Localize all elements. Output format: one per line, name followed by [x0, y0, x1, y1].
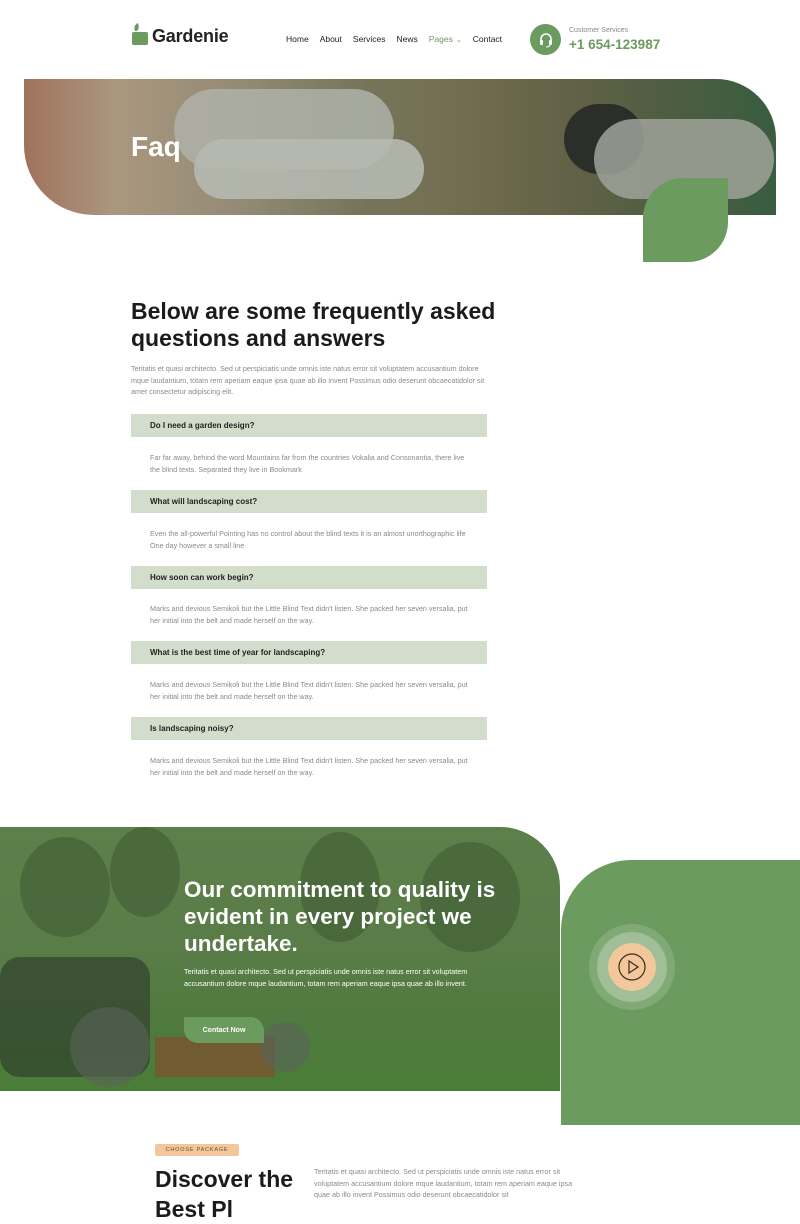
faq-intro-text: Teritatis et quasi architecto. Sed ut perspiciatis unde omnis iste natus error sit voluptatem accusantium dolore mque laudantium, totam rem aperiam eaque ipsa quae ab illo invent Possimus odio deserunt obcaecatidolor sit amet consectetur adipiscing elit.: [131, 364, 485, 397]
faq-question[interactable]: What is the best time of year for landscaping?: [131, 641, 487, 664]
faq-question[interactable]: How soon can work begin?: [131, 566, 487, 589]
chevron-down-icon: ⌄: [455, 37, 462, 44]
package-heading: Discover the Best Pl: [155, 1166, 294, 1222]
nav-item-pages-label: Pages: [428, 34, 453, 44]
faq-answer: Marks and devious Semikoli but the Little Blind Text didn't listen. She packed her seven versalia, put her initial into the belt and made herself on the way.: [150, 680, 468, 701]
nav-item-pages[interactable]: [429, 34, 462, 44]
contact-now-button[interactable]: Contact Now: [184, 1017, 264, 1043]
phone-number[interactable]: +1 654-123987: [569, 37, 661, 52]
faq-answer: Marks and devious Semikoli but the Little Blind Text didn't listen. She packed her seven versalia, put her initial into the belt and made herself on the way.: [150, 756, 468, 777]
page-title: Faq: [131, 131, 181, 162]
background-tree: [110, 827, 180, 917]
nav-item-home[interactable]: Home: [286, 34, 309, 44]
commitment-text: Teritatis et quasi architecto. Sed ut perspiciatis unde omnis iste natus error sit voluptatem accusantium dolore mque laudantium, totam rem aperiam eaque ipsa quae ab illo invent.: [184, 967, 468, 988]
headset-icon: [530, 24, 561, 55]
package-text: Teritatis et quasi architecto. Sed ut perspiciatis unde omnis iste natus error sit voluptatem accusantium dolore mque laudantium, totam rem aperiam eaque ipsa quae ab illo invent Possimus odio deserunt obcaecatidolor sit: [314, 1167, 573, 1200]
faq-answer: Marks and devious Semikoli but the Little Blind Text didn't listen. She packed her seven versalia, put her initial into the belt and made herself on the way.: [150, 604, 468, 625]
nav-item-services[interactable]: Services: [352, 34, 386, 44]
section-badge: CHOOSE PACKAGE: [155, 1144, 239, 1156]
logo-icon[interactable]: [131, 23, 149, 45]
background-tree: [20, 837, 110, 937]
decorative-leaf-shape: [643, 178, 728, 262]
lawn-mower-wheel: [260, 1022, 310, 1072]
logo-text[interactable]: Gardenie: [152, 26, 229, 46]
play-button[interactable]: [608, 943, 656, 991]
faq-question[interactable]: What will landscaping cost?: [131, 490, 487, 513]
commitment-heading: Our commitment to quality is evident in every project we undertake.: [184, 877, 496, 956]
faq-question[interactable]: Is landscaping noisy?: [131, 717, 487, 740]
faq-heading: Below are some frequently asked questions and answers: [131, 298, 496, 351]
nav-item-contact[interactable]: Contact: [472, 34, 503, 44]
nav-item-news[interactable]: News: [396, 34, 418, 44]
faq-answer: Even the all-powerful Pointing has no control about the blind texts it is an almost unorthographic life One day however a small line: [150, 529, 466, 550]
faq-question[interactable]: Do I need a garden design?: [131, 414, 487, 437]
lawn-mower-wheel: [70, 1007, 150, 1087]
main-nav: [286, 34, 502, 44]
customer-services-label: Customer Services: [569, 27, 629, 34]
play-icon: [617, 952, 647, 982]
commitment-banner: [0, 827, 560, 1091]
lawn-mower-image: [155, 1037, 275, 1077]
nav-item-about[interactable]: About: [319, 34, 342, 44]
faq-answer: Far far away, behind the word Mountains far from the countries Vokalia and Consonantia, there live the blind texts. Separated they live in Bookmark: [150, 453, 465, 474]
